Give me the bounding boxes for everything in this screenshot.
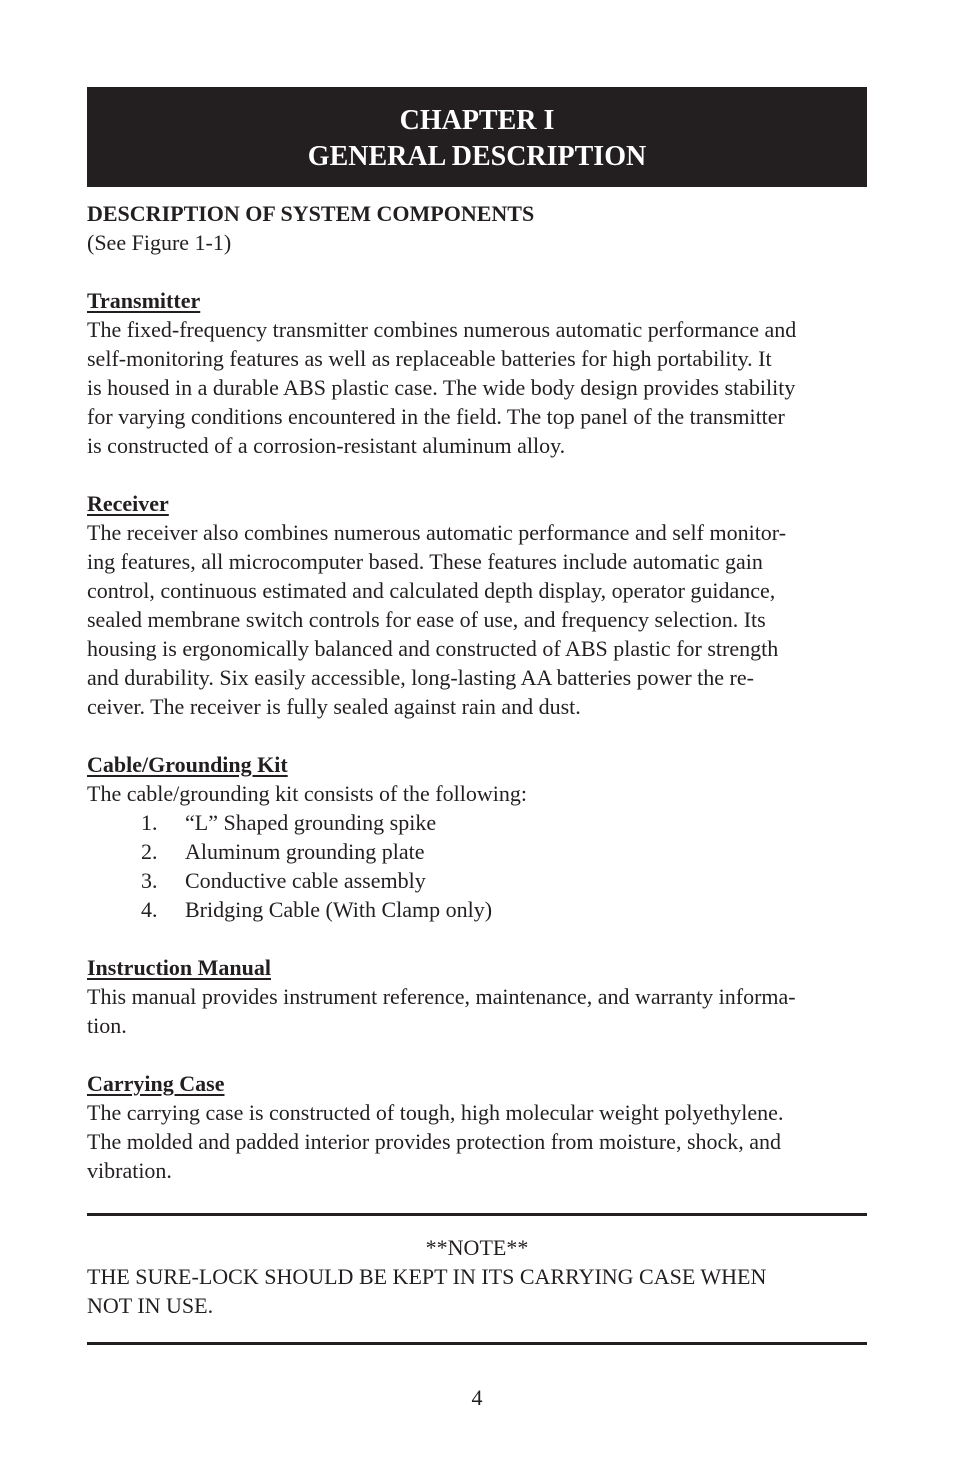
paragraph-line: tion. — [87, 1013, 127, 1038]
receiver-section — [87, 489, 867, 721]
carrying-case-paragraph — [87, 1098, 867, 1185]
list-text: Aluminum grounding plate — [185, 839, 425, 864]
list-number: 4. — [141, 897, 158, 922]
paragraph-line: is constructed of a corrosion-resistant aluminum alloy. — [87, 433, 566, 458]
transmitter-paragraph — [87, 315, 867, 460]
paragraph-line: control, continuous estimated and calculated depth display, operator guidance, — [87, 578, 776, 603]
transmitter-section — [87, 286, 867, 460]
paragraph-line: ceiver. The receiver is fully sealed against rain and dust. — [87, 694, 581, 719]
list-item — [87, 808, 867, 837]
paragraph-line: vibration. — [87, 1158, 172, 1183]
paragraph-line: The fixed-frequency transmitter combines numerous automatic performance and — [87, 317, 797, 342]
paragraph-line: This manual provides instrument reference, maintenance, and warranty informa- — [87, 984, 796, 1009]
note-bottom-rule — [87, 1342, 867, 1345]
paragraph-line: housing is ergonomically balanced and constructed of ABS plastic for strength — [87, 636, 779, 661]
paragraph-line: is housed in a durable ABS plastic case. The wide body design provides stability — [87, 375, 796, 400]
paragraph-line: self-monitoring features as well as replaceable batteries for high portability. It — [87, 346, 772, 371]
note-text — [87, 1262, 867, 1320]
manual-heading: Instruction Manual — [87, 955, 271, 980]
chapter-label: CHAPTER I — [399, 105, 555, 136]
paragraph-line: ing features, all microcomputer based. These features include automatic gain — [87, 549, 763, 574]
receiver-heading: Receiver — [87, 491, 169, 516]
section-heading: DESCRIPTION OF SYSTEM COMPONENTS — [87, 201, 535, 226]
list-text: Bridging Cable (With Clamp only) — [185, 897, 493, 922]
list-number: 3. — [141, 868, 158, 893]
list-number: 1. — [141, 810, 158, 835]
note-line: NOT IN USE. — [87, 1293, 214, 1318]
cable-kit-list — [87, 808, 867, 924]
manual-paragraph — [87, 982, 867, 1040]
note-line: THE SURE-LOCK SHOULD BE KEPT IN ITS CARRYING CASE WHEN — [87, 1264, 767, 1289]
paragraph-line: The carrying case is constructed of tough, high molecular weight polyethylene. — [87, 1100, 784, 1125]
paragraph-line: The molded and padded interior provides protection from moisture, shock, and — [87, 1129, 782, 1154]
paragraph-line: sealed membrane switch controls for ease of use, and frequency selection. Its — [87, 607, 766, 632]
list-item — [87, 866, 867, 895]
transmitter-heading: Transmitter — [87, 288, 201, 313]
cable-kit-section — [87, 750, 867, 924]
chapter-title: GENERAL DESCRIPTION — [307, 141, 647, 172]
cable-kit-intro: The cable/grounding kit consists of the following: — [87, 781, 527, 806]
receiver-paragraph — [87, 518, 867, 721]
list-text: Conductive cable assembly — [185, 868, 426, 893]
cable-kit-heading: Cable/Grounding Kit — [87, 752, 288, 777]
list-item — [87, 895, 867, 924]
chapter-banner — [87, 87, 867, 187]
list-number: 2. — [141, 839, 158, 864]
manual-section — [87, 953, 867, 1040]
note-top-rule — [87, 1213, 867, 1216]
paragraph-line: The receiver also combines numerous automatic performance and self monitor- — [87, 520, 787, 545]
list-item — [87, 837, 867, 866]
figure-reference: (See Figure 1-1) — [87, 230, 232, 255]
document-page — [87, 87, 867, 1185]
note-box — [87, 1213, 867, 1345]
list-text: “L” Shaped grounding spike — [185, 810, 437, 835]
paragraph-line: and durability. Six easily accessible, long-lasting AA batteries power the re- — [87, 665, 754, 690]
paragraph-line: for varying conditions encountered in the field. The top panel of the transmitter — [87, 404, 785, 429]
page-number: 4 — [471, 1385, 483, 1410]
carrying-case-heading: Carrying Case — [87, 1071, 225, 1096]
note-title: **NOTE** — [425, 1235, 529, 1260]
carrying-case-section — [87, 1069, 867, 1185]
